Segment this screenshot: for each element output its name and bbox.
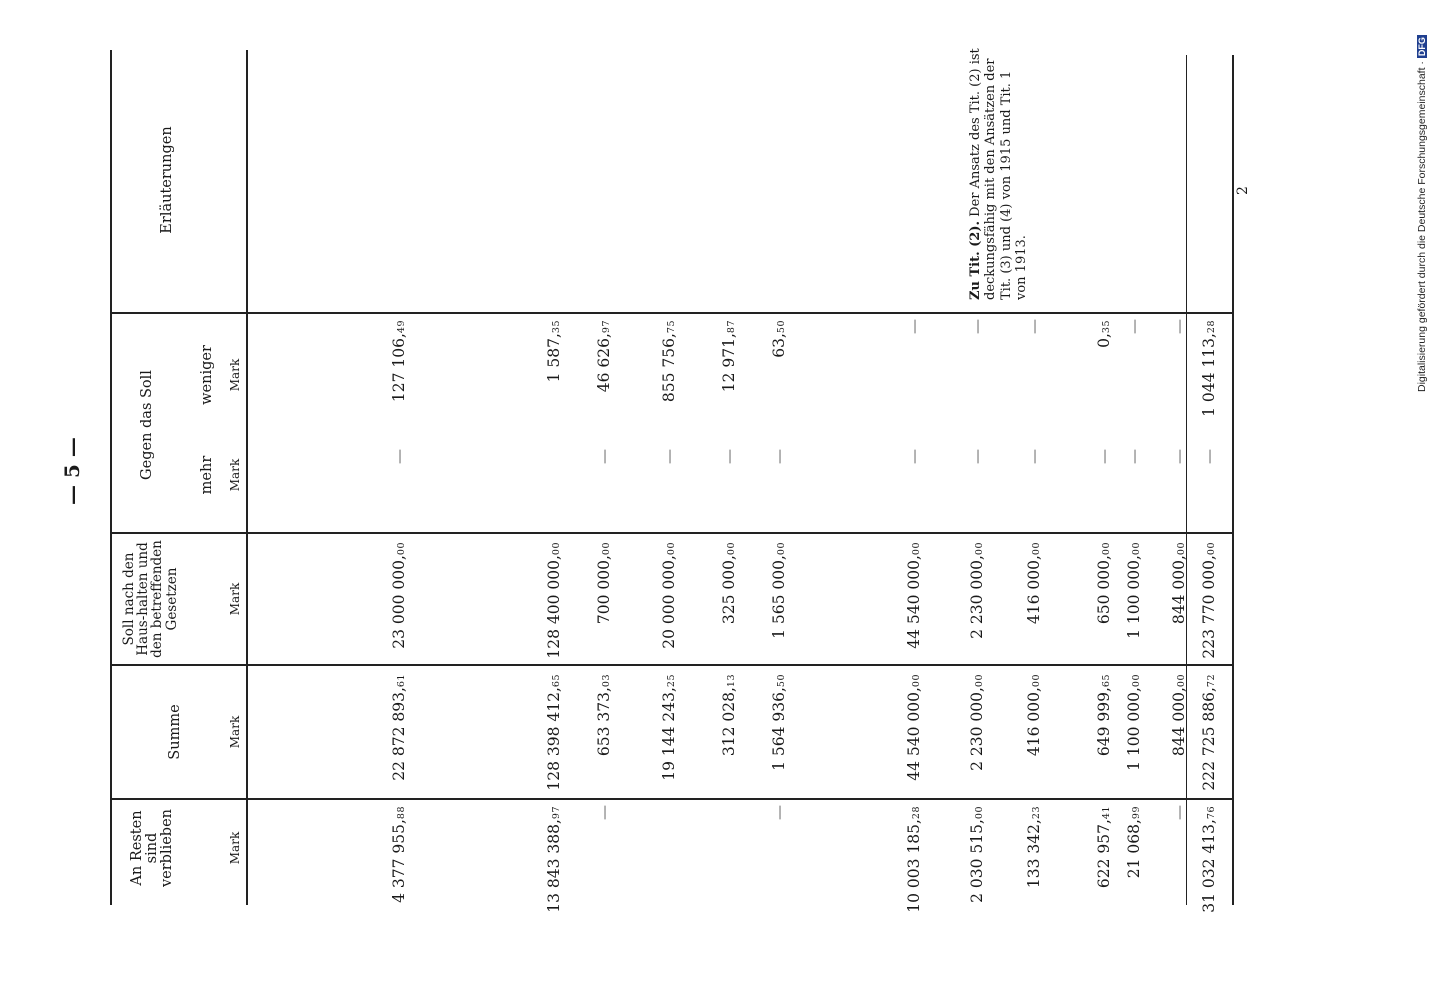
note-label: Zu Tit. (2). — [968, 220, 983, 300]
cell-target-total: 223 770 000,00 — [1200, 542, 1218, 659]
cell-less-10: 0,35 — [1095, 320, 1113, 348]
cell-remaining-6: — — [770, 805, 788, 820]
cell-sum-12: 844 000,00 — [1170, 674, 1188, 757]
cell-target-8: 2 230 000,00 — [968, 542, 986, 639]
cell-sum-3: 653 373,03 — [595, 674, 613, 757]
cell-sum-11: 1 100 000,00 — [1125, 674, 1143, 771]
cell-less-8: — — [968, 319, 986, 334]
note-block — [968, 45, 1029, 300]
cell-remaining-12: — — [1170, 805, 1188, 820]
header-more: mehr — [199, 455, 215, 495]
cell-remaining-1: 4 377 955,88 — [390, 806, 408, 903]
cell-sum-2: 128 398 412,65 — [545, 674, 563, 791]
column-divider-3 — [112, 532, 1232, 534]
cell-target-5: 325 000,00 — [720, 542, 738, 625]
cell-target-11: 1 100 000,00 — [1125, 542, 1143, 639]
cell-remaining-11: 21 068,99 — [1125, 806, 1143, 879]
cell-sum-1: 22 872 893,61 — [390, 674, 408, 781]
cell-more-9: — — [1025, 449, 1043, 464]
cell-remaining-3: — — [595, 805, 613, 820]
cell-sum-9: 416 000,00 — [1025, 674, 1043, 757]
cell-less-12: — — [1170, 319, 1188, 334]
cell-target-3: 700 000,00 — [595, 542, 613, 625]
sheet-mark: 2 — [1235, 186, 1251, 195]
cell-less-2: 1 587,35 — [545, 320, 563, 383]
cell-sum-8: 2 230 000,00 — [968, 674, 986, 771]
cell-sum-4: 19 144 243,25 — [660, 674, 678, 781]
cell-target-7: 44 540 000,00 — [905, 542, 923, 649]
cell-less-3: 46 626,97 — [595, 320, 613, 393]
cell-remaining-total: 31 032 413,76 — [1200, 806, 1218, 913]
cell-remaining-9: 133 342,23 — [1025, 806, 1043, 889]
cell-target-6: 1 565 000,00 — [770, 542, 788, 639]
cell-more-1: — — [390, 449, 408, 464]
header-notes: Erläuterungen — [159, 126, 175, 234]
header-sum-unit: Mark — [228, 715, 242, 749]
cell-more-4: — — [660, 449, 678, 464]
cell-target-9: 416 000,00 — [1025, 542, 1043, 625]
cell-more-11: — — [1125, 449, 1143, 464]
table-header-separator — [246, 50, 248, 905]
table-bottom-border — [1232, 55, 1234, 905]
column-divider-2 — [112, 664, 1232, 666]
cell-less-4: 855 756,75 — [660, 320, 678, 403]
cell-less-6: 63,50 — [770, 320, 788, 358]
header-sum: Summe — [167, 704, 183, 760]
cell-less-11: — — [1125, 319, 1143, 334]
cell-less-1: 127 106,49 — [390, 320, 408, 403]
cell-target-2: 128 400 000,00 — [545, 542, 563, 659]
header-target: Soll nach den Haus-halten und den betreffenden Gesetzen — [121, 540, 180, 658]
cell-remaining-7: 10 003 185,28 — [905, 806, 923, 913]
header-versus-target: Gegen das Soll — [139, 370, 155, 480]
cell-sum-total: 222 725 886,72 — [1200, 674, 1218, 791]
cell-remaining-8: 2 030 515,00 — [968, 806, 986, 903]
header-remaining: An Resten sind verblieben — [129, 808, 176, 888]
header-remaining-unit: Mark — [228, 831, 242, 865]
header-less-unit: Mark — [228, 358, 242, 392]
cell-remaining-10: 622 957,41 — [1095, 806, 1113, 889]
note-text: Der Ansatz des Tit. (2) ist deckungsfähig mit den Ansätzen der Tit. (3) und (4) von 1915 und Tit. 1 von 1913. — [968, 48, 1029, 300]
cell-more-12: — — [1170, 449, 1188, 464]
dfg-badge: DFG — [1417, 37, 1427, 57]
cell-more-total: — — [1200, 449, 1218, 464]
table-totals-separator — [1186, 55, 1187, 905]
cell-remaining-2: 13 843 388,97 — [545, 806, 563, 913]
cell-less-5: 12 971,87 — [720, 320, 738, 393]
page-number: — 5 — — [60, 437, 84, 505]
cell-more-10: — — [1095, 449, 1113, 464]
cell-sum-6: 1 564 936,50 — [770, 674, 788, 771]
cell-more-5: — — [720, 449, 738, 464]
cell-more-8: — — [968, 449, 986, 464]
cell-target-10: 650 000,00 — [1095, 542, 1113, 625]
cell-sum-10: 649 999,65 — [1095, 674, 1113, 757]
cell-sum-5: 312 028,13 — [720, 674, 738, 757]
cell-less-9: — — [1025, 319, 1043, 334]
cell-more-6: — — [770, 449, 788, 464]
column-divider-1 — [112, 798, 1232, 800]
header-more-unit: Mark — [228, 458, 242, 492]
cell-more-3: — — [595, 449, 613, 464]
cell-target-1: 23 000 000,00 — [390, 542, 408, 649]
watermark-text: Digitalisierung gefördert durch die Deutsche Forschungsgemeinschaft · — [1416, 61, 1428, 392]
cell-target-4: 20 000 000,00 — [660, 542, 678, 649]
cell-less-total: 1 044 113,28 — [1200, 320, 1218, 417]
cell-target-12: 844 000,00 — [1170, 542, 1188, 625]
cell-sum-7: 44 540 000,00 — [905, 674, 923, 781]
cell-less-7: — — [905, 319, 923, 334]
table-top-border — [110, 50, 112, 905]
column-divider-4 — [112, 312, 1232, 314]
header-target-unit: Mark — [228, 582, 242, 616]
cell-more-7: — — [905, 449, 923, 464]
watermark — [1416, 8, 1432, 392]
header-less: weniger — [199, 345, 215, 405]
